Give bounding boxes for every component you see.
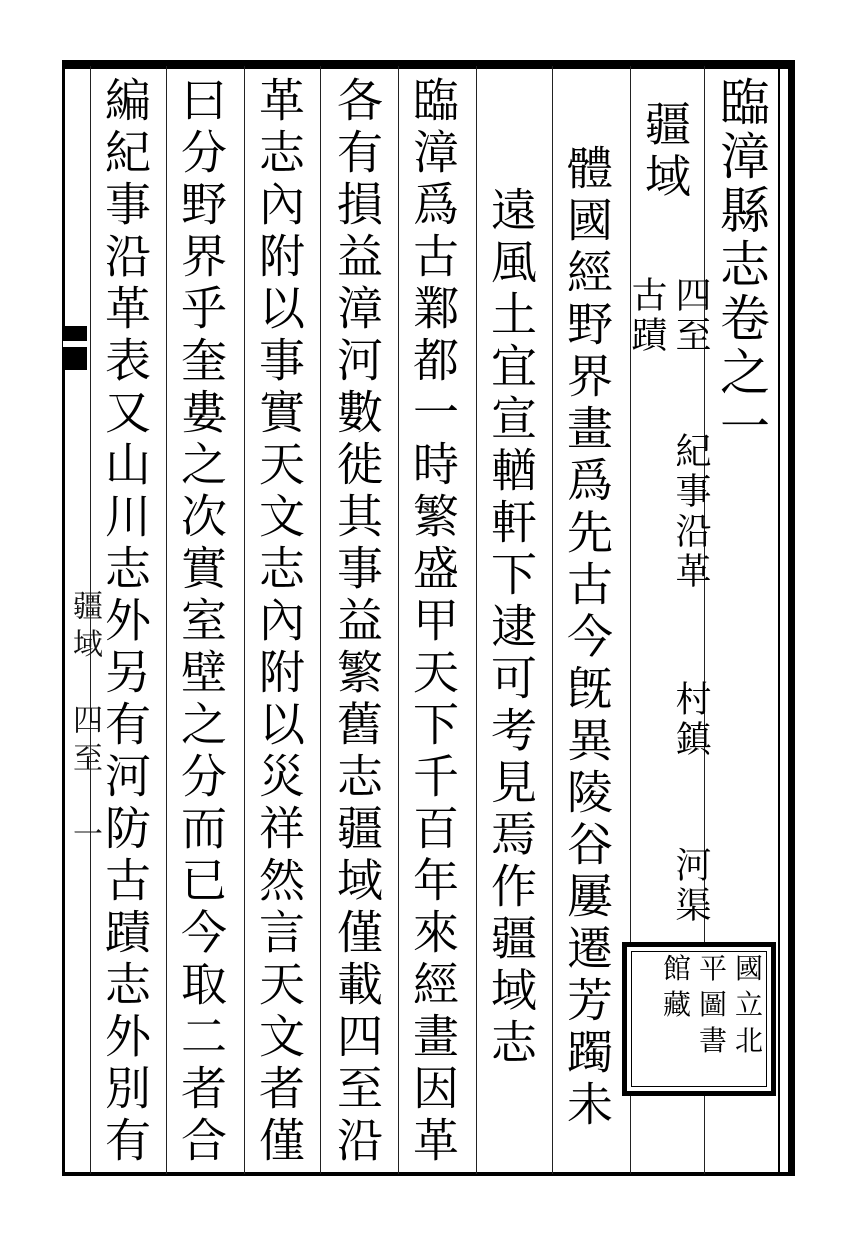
frame-bottom-border: [62, 1172, 794, 1176]
text-column-7: 編紀事沿革表又山川志外另有河防古蹟志外別有: [98, 76, 152, 1168]
subsection-jishi: 紀事沿革: [670, 432, 711, 592]
column-rule: [166, 66, 167, 1174]
frame-inner-rule: [778, 66, 780, 1174]
text-column-1: 體國經野界畫爲先古今旣異陵谷屢遷芳躅未: [560, 144, 614, 1132]
seal-glyph: 書: [699, 1024, 728, 1057]
column-rule: [552, 66, 553, 1174]
text-column-5: 革志內附以事實天文志內附以災祥然言天文者僅: [252, 76, 306, 1168]
frame-right-border: [788, 60, 795, 1176]
subsection-guji: 古蹟: [626, 276, 667, 356]
fishtail-marker: [63, 326, 87, 370]
text-column-4: 各有損益漳河數徙其事益繁舊志疆域僅載四至沿: [330, 76, 384, 1168]
seal-glyph: 平: [699, 952, 728, 985]
column-rule: [398, 66, 399, 1174]
seal-glyph: 國: [735, 952, 764, 985]
seal-glyph: 藏: [663, 988, 692, 1021]
text-column-6: 曰分野界乎奎婁之次實室壁之分而已今取二者合: [174, 76, 228, 1168]
section-heading: 疆域: [638, 100, 692, 204]
page-title: 臨漳縣志卷之一: [712, 76, 770, 454]
column-rule: [476, 66, 477, 1174]
frame-top-border: [62, 60, 794, 69]
margin-caption: 疆域 四至 一: [67, 590, 102, 856]
text-column-3: 臨漳爲古鄴都一時繁盛甲天下千百年來經畫因革: [406, 76, 460, 1168]
subsection-hequ: 河渠: [670, 846, 711, 926]
fishtail-gap: [63, 341, 87, 347]
seal-glyph: 館: [663, 952, 692, 985]
library-seal-stamp: [622, 942, 776, 1096]
column-rule: [244, 66, 245, 1174]
text-column-2: 遠風土宜宣輶軒下逮可考見焉作疆域志: [484, 186, 538, 1070]
seal-glyph: 圖: [699, 988, 728, 1021]
seal-glyph: 北: [735, 1024, 764, 1057]
column-rule: [320, 66, 321, 1174]
subsection-cunzhen: 村鎮: [670, 680, 711, 760]
subsection-siji: 四至: [670, 276, 711, 356]
seal-glyph: 立: [735, 988, 764, 1021]
